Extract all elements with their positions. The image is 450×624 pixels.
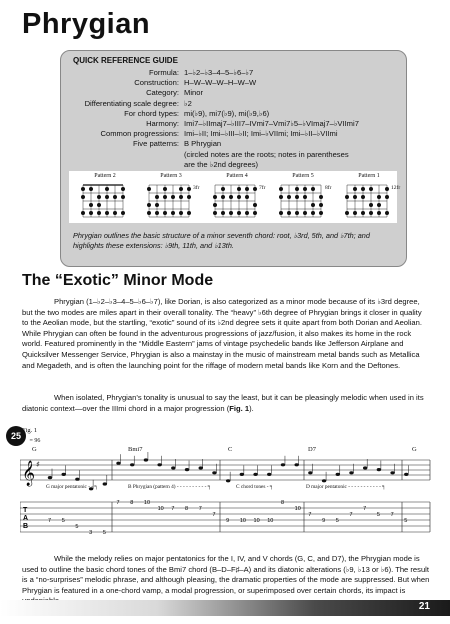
scale-dot [237, 195, 241, 199]
scale-dot [147, 187, 151, 191]
tab-number: 7 [171, 506, 175, 512]
tab-number: 8 [185, 506, 189, 512]
note-head [363, 466, 367, 469]
scale-dot [245, 195, 249, 199]
annotation: B Phrygian (pattern 4) - - - - - - - - - - ╕ [128, 484, 212, 490]
tab-number: 7 [48, 518, 52, 524]
scale-dot [353, 187, 357, 191]
scale-dot [295, 195, 299, 199]
scale-dot [81, 211, 85, 215]
scale-dot [97, 211, 101, 215]
guide-row-value: Imi7–♭IImaj7–♭III7–IVmi7–Vmi7♭5–♭VImaj7–♭VIImi7 [184, 119, 359, 128]
tab-number: 10 [239, 518, 246, 524]
guide-note: Phrygian outlines the basic structure of a minor seventh chord: root, ♭3rd, 5th, and ♭7th; and highlights these extensions: ♭9th, 11th, and ♭13th. [73, 231, 370, 250]
page-title: Phrygian [22, 8, 151, 40]
tab-number: 10 [253, 518, 260, 524]
scale-dot [89, 187, 93, 191]
guide-row-value: mi(♭9), mi7(♭9), mi(♭9,♭6) [184, 108, 270, 118]
scale-dot [361, 195, 365, 199]
scale-dot [171, 211, 175, 215]
scale-dot [221, 211, 225, 215]
scale-dot [385, 211, 389, 215]
note-head [157, 463, 161, 466]
scale-dot [253, 211, 257, 215]
scale-dot [377, 211, 381, 215]
tab-number: 7 [349, 512, 353, 518]
scale-dot [97, 195, 101, 199]
scale-dot [213, 203, 217, 207]
scale-dot [369, 203, 373, 207]
pattern-title: Pattern 5 [292, 173, 314, 179]
tab-number: 5 [102, 530, 106, 536]
scale-dot [89, 211, 93, 215]
tab-staff [20, 502, 430, 532]
scale-dot [179, 195, 183, 199]
note-head [281, 463, 285, 466]
chord-name: C [228, 446, 233, 453]
scale-dot [81, 195, 85, 199]
chord-name: Bmi7 [128, 446, 143, 453]
scale-dot [253, 203, 257, 207]
scale-dot [105, 187, 109, 191]
tab-number: 7 [390, 512, 394, 518]
scale-dot [113, 211, 117, 215]
pattern-diagram [341, 173, 401, 221]
scale-dot [303, 187, 307, 191]
pattern-title: Pattern 2 [94, 173, 116, 179]
scale-dot [361, 187, 365, 191]
tab-number: 5 [404, 518, 408, 524]
tab-number: 10 [294, 506, 301, 512]
scale-dot [121, 187, 125, 191]
pattern-title: Pattern 4 [226, 173, 248, 179]
guide-row-label: Five patterns: [132, 139, 179, 149]
tab-number: 5 [61, 518, 65, 524]
note-head [226, 479, 230, 482]
scale-dot [295, 211, 299, 215]
scale-dot [319, 195, 323, 199]
guide-row-value: 1–♭2–♭3–4–5–♭6–♭7 [184, 68, 254, 77]
note-head [267, 473, 271, 476]
pattern-diagram [209, 173, 265, 221]
note-head [322, 479, 326, 482]
scale-dot [279, 195, 283, 199]
scale-dot [377, 203, 381, 207]
fretboard-grid [147, 183, 191, 219]
tab-number: 10 [157, 506, 164, 512]
scale-dot [147, 211, 151, 215]
fret-label: 8fr [325, 185, 332, 191]
note-head [294, 463, 298, 466]
paragraph-2-text: When isolated, Phrygian’s tonality is unusual to say the least, but it can be pleasingly melodic when used in its diatonic context—over the IIImi chord in a major progression ( [22, 393, 424, 413]
annotation: C chord tones - ╕ [236, 484, 274, 490]
tab-number: 3 [89, 530, 93, 536]
scale-dot [311, 211, 315, 215]
guide-row-label: Formula: [149, 68, 179, 77]
fretboard-grid [81, 183, 125, 219]
scale-dot [229, 195, 233, 199]
pattern-diagram [143, 173, 199, 221]
guide-row-value: B Phrygian [184, 139, 222, 149]
note-head [308, 471, 312, 474]
scale-dot [345, 195, 349, 199]
note-head [212, 471, 216, 474]
scale-dot [345, 211, 349, 215]
scale-dot [353, 195, 357, 199]
tab-number: 5 [75, 524, 79, 530]
note-head [103, 482, 107, 485]
tab-clef [23, 507, 28, 530]
scale-dot [319, 203, 323, 207]
tab-number: 7 [198, 506, 202, 512]
scale-dot [303, 195, 307, 199]
tab-number: 7 [308, 512, 312, 518]
annotation: G major pentatonic - - ╕ [46, 484, 99, 490]
scale-dot [385, 195, 389, 199]
scale-dot [377, 195, 381, 199]
scale-dot [179, 211, 183, 215]
scale-dot [121, 211, 125, 215]
note-head [404, 473, 408, 476]
scale-dot [253, 187, 257, 191]
scale-dot [361, 211, 365, 215]
tab-number: 5 [335, 518, 339, 524]
figure-label: Fig. 1 [22, 427, 38, 434]
tab-number: 7 [212, 512, 216, 518]
tab-number: 10 [267, 518, 274, 524]
scale-dot [319, 211, 323, 215]
tab-number: 7 [363, 506, 367, 512]
pattern-diagrams [69, 171, 401, 223]
tab-number: 7 [116, 500, 120, 506]
note-head [253, 473, 257, 476]
pattern-diagram [275, 173, 331, 221]
fretboard-grid [279, 183, 323, 219]
scale-dot [221, 187, 225, 191]
scale-dot [187, 195, 191, 199]
scale-dot [213, 195, 217, 199]
fret-label: 12fr [391, 185, 401, 191]
annotation: D major pentatonic - - - - - - - - - - - ╕ [306, 484, 386, 490]
section-title: The “Exotic” Minor Mode [22, 272, 214, 289]
note-head [171, 466, 175, 469]
treble-clef: 𝄞 [22, 461, 36, 486]
paragraph-3: While the melody relies on major pentatonics for the I, IV, and V chords (G, C, and D7), the Phrygian mode is used to outline the basic chord tones of the Bmi7 chord (B–D–F♯–A) and its diatonic alterations (♭9, ♭13 or ♭6). The result is a “no-surprises” melodic phrase, and although pleasing, the dramatic properties of the mode are suppressed. But when Phrygian is featured in a one-chord vamp, a modal progression, or superimposed over certain chords, its impact is [22, 554, 430, 595]
note-head [377, 468, 381, 471]
note-head [130, 463, 134, 466]
scale-dot [163, 211, 167, 215]
scale-dot [237, 211, 241, 215]
paragraph-1: Phrygian (1–♭2–♭3–4–5–♭6–♭7), like Dorian, is also categorized as a minor mode because of its ♭3rd degree, but the two modes are miles apart in their overall tonality. The “heavy” ♭6th degree of Phrygian brings it closer in quality to the Aeolian mode, but the startling, “exotic” sound of its ♭2nd degree sets it quite apart from both Dorian and Aeolian. While Phrygian can often be found in the adventurous progressions of jazz/fusion, it also makes its home in the rock world. Featured prominently in the “Middle Eastern” jams of vintage psychedelic bands like Jefferson Airplane and Quicksilver Messenger Service, Phrygian is also a mainstay in the music of mainstream metal bands such as Metallica and Megadeth, and is often the launching point for the riffage of modern metal bands like Korn and the Deftones. [22, 297, 422, 370]
guide-row-label: Category: [146, 88, 179, 98]
scale-dot [155, 203, 159, 207]
paragraph-2 [22, 393, 430, 414]
tab-number: 8 [280, 500, 285, 506]
scale-dot [279, 211, 283, 215]
guide-row-label: Harmony: [146, 119, 179, 128]
note-head [390, 471, 394, 474]
tab-number: 9 [322, 518, 326, 524]
scale-dot [179, 187, 183, 191]
tab-numbers [48, 500, 407, 536]
scale-dot [163, 187, 167, 191]
scale-dot [105, 195, 109, 199]
quick-reference-box [60, 50, 407, 267]
scale-dot [163, 195, 167, 199]
pattern-note-text: (circled notes are the roots; notes in parentheses [184, 149, 349, 159]
scale-dot [303, 211, 307, 215]
scale-dot [121, 195, 125, 199]
fig-ref: Fig. 1 [229, 403, 250, 413]
guide-row-label: For chord types: [124, 108, 179, 118]
scale-dot [295, 187, 299, 191]
note-head [199, 466, 203, 469]
note-head [349, 471, 353, 474]
guide-row-label: Common progressions: [100, 129, 179, 139]
pattern-title: Pattern 1 [358, 173, 380, 179]
fret-label: 7fr [259, 185, 266, 191]
scale-dot [287, 211, 291, 215]
scale-dot [171, 195, 175, 199]
pattern-note-text: are the ♭2nd degrees) [184, 159, 259, 169]
scale-dot [155, 195, 159, 199]
scale-dot [187, 187, 191, 191]
guide-row-value: H–W–W–W–H–W–W [184, 78, 257, 88]
pattern-diagram [77, 173, 133, 221]
guide-row-label: Construction: [134, 78, 179, 88]
note-head [144, 458, 148, 461]
paragraph-2-end: ). [249, 403, 254, 413]
scale-dot [89, 203, 93, 207]
tab-letter-b: B [23, 523, 29, 530]
scale-dot [221, 195, 225, 199]
chord-name: G [412, 446, 417, 453]
scale-dot [97, 203, 101, 207]
scale-dot [155, 211, 159, 215]
scale-dot [385, 187, 389, 191]
guide-row-value: Minor [184, 88, 203, 98]
note-head [116, 462, 120, 465]
tab-number: 5 [376, 512, 380, 518]
tempo-marking: ♩ = 96 [22, 438, 41, 444]
fretboard-grid [345, 183, 389, 219]
guide-row-value: Imi–♭II; Imi–♭III–♭II; Imi–♭VIImi; Imi–♭II–♭VIImi [184, 129, 338, 139]
guide-row-label: Differentiating scale degree: [84, 98, 179, 108]
scale-dot [237, 187, 241, 191]
tab-number: 10 [143, 500, 151, 506]
scale-dot [311, 203, 315, 207]
scale-dot [229, 211, 233, 215]
fret-label: 3fr [193, 185, 200, 191]
fretboard-grid [213, 183, 257, 219]
chord-name: G [32, 446, 37, 453]
key-signature: ♯ [36, 460, 40, 469]
tab-letter-t: T [23, 507, 28, 514]
scale-dot [81, 187, 85, 191]
scale-dot [213, 211, 217, 215]
scale-dot [245, 211, 249, 215]
scale-dot [287, 195, 291, 199]
tab-number: 8 [130, 500, 134, 506]
scale-dot [245, 187, 249, 191]
note-head [240, 473, 244, 476]
scale-dot [353, 211, 357, 215]
guide-title: QUICK REFERENCE GUIDE [73, 56, 178, 65]
music-notation [20, 452, 434, 548]
scale-dot [311, 187, 315, 191]
scale-dot [187, 211, 191, 215]
scale-dot [369, 187, 373, 191]
track-badge: 25 [6, 426, 26, 446]
footer-bar [0, 600, 450, 616]
note-head [185, 468, 189, 471]
chord-name: D7 [308, 446, 316, 453]
note-head [62, 473, 66, 476]
note-head [48, 476, 52, 479]
pattern-title: Pattern 3 [160, 173, 182, 179]
guide-row-value: ♭2 [184, 98, 192, 108]
scale-dot [279, 187, 283, 191]
tab-letter-a: A [23, 515, 29, 522]
note-head [336, 473, 340, 476]
page-number: 21 [418, 601, 430, 612]
scale-dot [105, 211, 109, 215]
scale-dot [113, 195, 117, 199]
scale-dot [147, 203, 151, 207]
note-head [75, 478, 79, 481]
scale-dot [369, 211, 373, 215]
treble-staff [20, 460, 430, 480]
tab-number: 9 [226, 518, 230, 524]
